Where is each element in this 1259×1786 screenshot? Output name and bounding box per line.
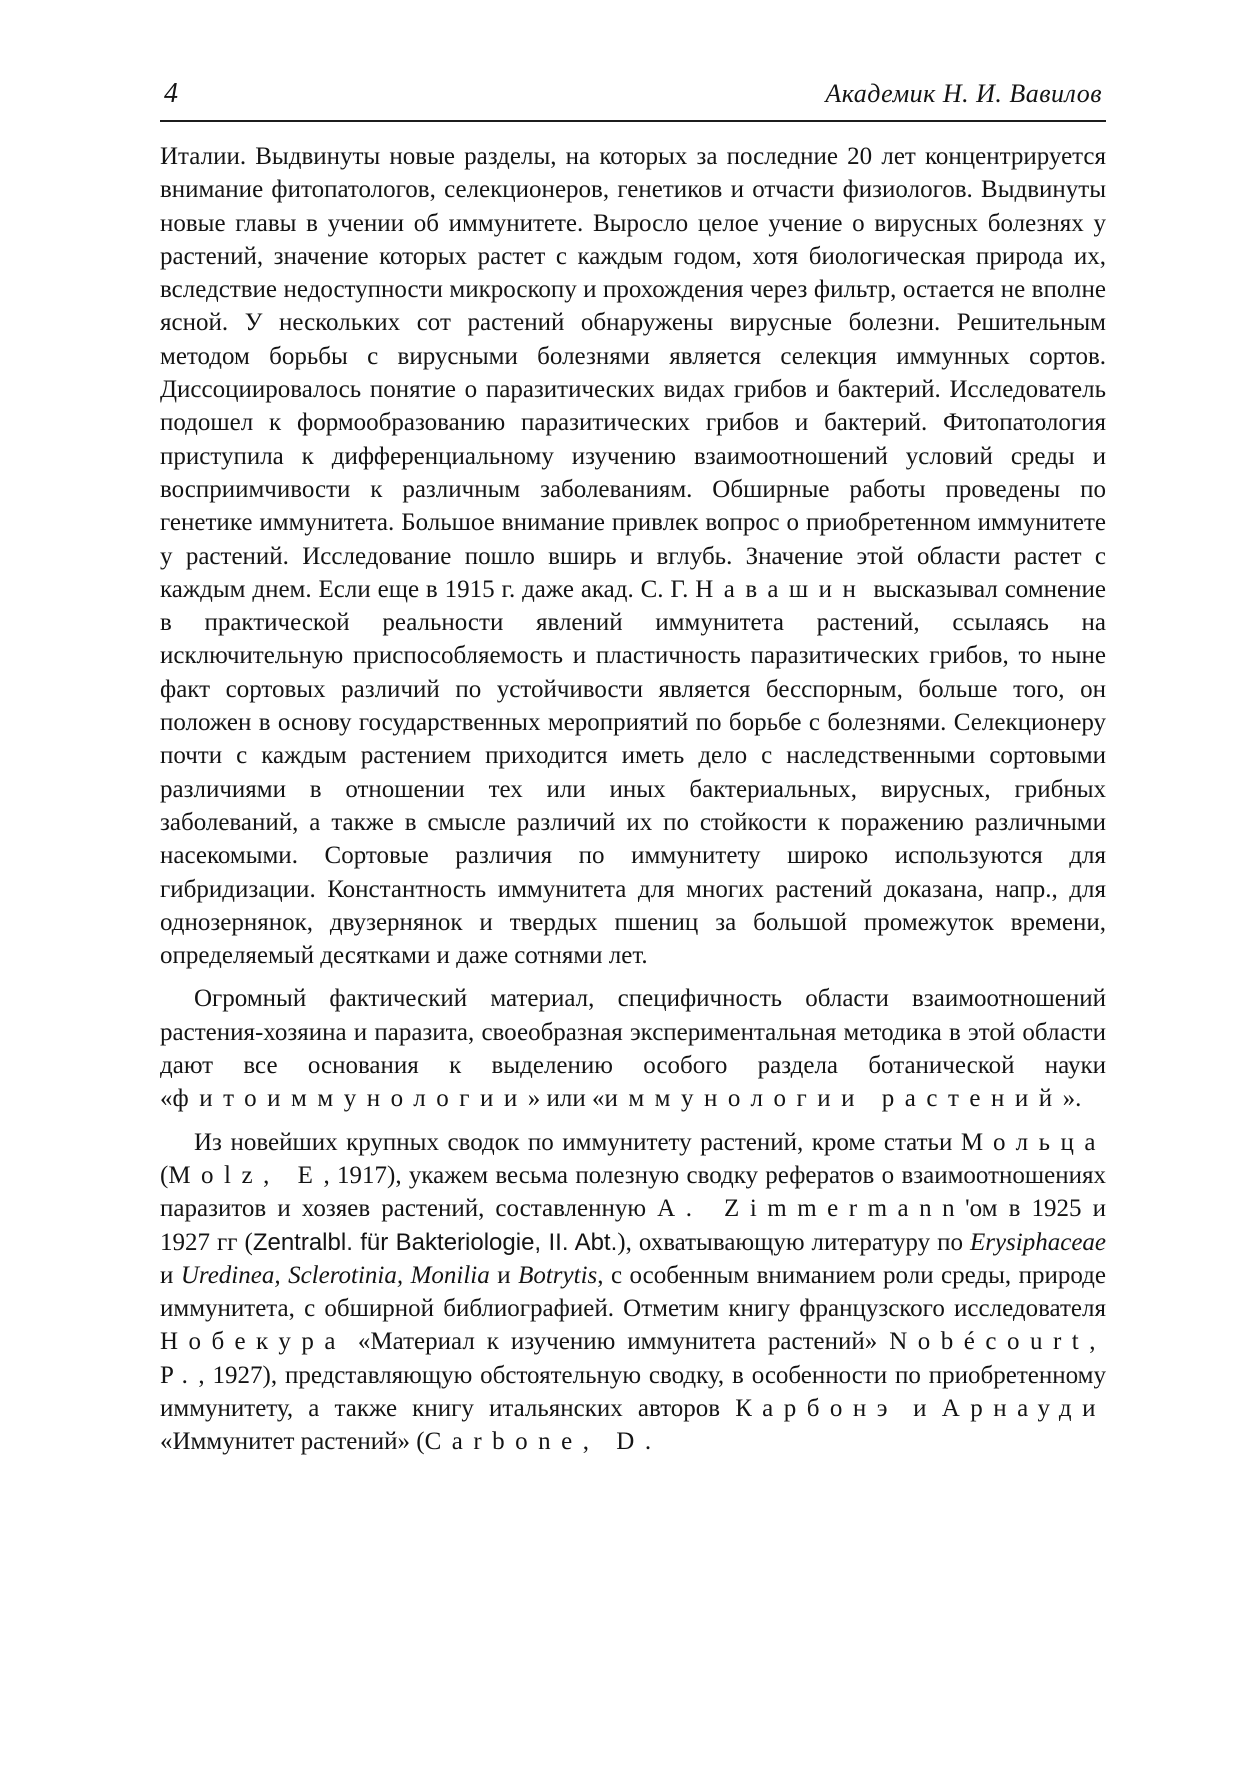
text-run: 'ом в 1925 и 1927 гг ( (160, 1195, 1106, 1256)
text-run: и (898, 1394, 942, 1422)
paragraph-2 (160, 982, 1106, 1115)
italic-text-run: Botrytis (518, 1261, 598, 1289)
spaced-text-run: фитоиммунологии (172, 1085, 528, 1113)
text-run: Огромный фактический материал, специфичность области взаимоотношений растения-хозяина и паразита, своеобразная экспериментальная методика в этой области дают все основания к выделению особого раздела ботанической науки « (160, 985, 1106, 1113)
running-head (160, 78, 1106, 122)
body-text (160, 140, 1106, 1459)
page-number: 4 (164, 78, 178, 109)
spaced-text-run: Навашин (695, 575, 867, 603)
text-run: высказывал сомнение в практической реальности явлений иммунитета растений, ссылаясь на исключительную приспособляемость и пластичность паразитических грибов, то ныне факт сортовых различий по устойчивости является бесспорным, больше того, он положен в основу государственных мероприятий по борьбе с болезнями. Селекционеру почти с каждым растением приходится иметь дело с наследственными сортовыми различиями в отношении тех или иных бактериальных, вирусных, грибных заболеваний, а также в смысле различий их по стойкости к поражению различными насекомыми. Сортовые различия по иммунитету широко используются для гибридизации. Константность иммунитета для многих растений доказана, напр., для однозернянок, двузернянок и твердых пшениц за большой промежуток времени, определяемый десятками и даже сотнями лет. (160, 575, 1106, 970)
text-run: , с особенным вниманием роли среды, природе иммунитета, с обширной библиографией. Отметим книгу французского исследователя (160, 1261, 1106, 1323)
spaced-text-run: Nobécourt, P. (160, 1328, 1106, 1389)
italic-text-run: Uredinea, Sclerotinia, Monilia (180, 1261, 490, 1289)
paragraph-3 (160, 1126, 1106, 1459)
latin-text-run: Zentralbl. für Bakteriologie, II. Abt. (252, 1228, 618, 1256)
text-run: ( (160, 1161, 169, 1189)
text-run: ». (1062, 1085, 1082, 1113)
spaced-text-run: иммунологии растений (604, 1085, 1063, 1113)
spaced-text-run: Нобекура (160, 1328, 346, 1356)
spaced-text-run: Molz, E (168, 1161, 324, 1189)
text-run: и (489, 1261, 519, 1289)
italic-text-run: Erysiphaceae (969, 1228, 1107, 1256)
spaced-text-run: Carbone, D. (424, 1428, 662, 1456)
text-run: Из новейших крупных сводок по иммунитету растений, кроме статьи (194, 1128, 961, 1156)
spaced-text-run: Арнауди (941, 1394, 1106, 1422)
running-title: Академик Н. И. Вавилов (825, 79, 1102, 108)
spaced-text-run: A. Zimmermann (657, 1195, 966, 1223)
text-run: » или « (527, 1085, 605, 1113)
text-run: «Иммунитет растений» ( (160, 1428, 425, 1456)
paragraph-1 (160, 140, 1106, 972)
spaced-text-run: Карбонэ (735, 1394, 899, 1422)
book-page (160, 78, 1106, 1469)
text-run: , 1917), укажем весьма полезную сводку рефератов о взаимоотношениях паразитов и хозяев растений, составленную (160, 1161, 1106, 1223)
text-run: ), охватывающую литературу по (617, 1228, 970, 1256)
text-run: и (160, 1261, 181, 1289)
text-run: , 1927), представляющую обстоятельную сводку, в особенности по приобретенному иммунитету, а также книгу итальянских авторов (160, 1361, 1106, 1422)
spaced-text-run: Мольца (960, 1128, 1106, 1156)
text-run: «Материал к изучению иммунитета растений» (345, 1328, 890, 1356)
text-run: Италии. Выдвинуты новые разделы, на которых за последние 20 лет концентрируется внимание фитопатологов, селекционеров, генетиков и отчасти физиологов. Выдвинуты новые главы в учении об иммунитете. Выросло целое учение о вирусных болезнях у растений, значение которых растет с каждым годом, хотя биологическая природа их, вследствие недоступности микроскопу и прохождения через фильтр, остается не вполне ясной. У нескольких сот растений обнаружены вирусные болезни. Решительным методом борьбы с вирусными болезнями является селекция иммунных сортов. Диссоциировалось понятие о паразитических видах грибов и бактерий. Исследователь подошел к формообразованию паразитических грибов и бактерий. Фитопатология приступила к дифференциальному изучению взаимоотношений условий среды и восприимчивости к различным заболеваниям. Обширные работы проведены по генетике иммунитета. Большое внимание привлек вопрос о приобретенном иммунитете у растений. Исследование пошло вширь и вглубь. Значение этой области растет с каждым днем. Если еще в 1915 г. даже акад. С. Г. (160, 143, 1106, 603)
